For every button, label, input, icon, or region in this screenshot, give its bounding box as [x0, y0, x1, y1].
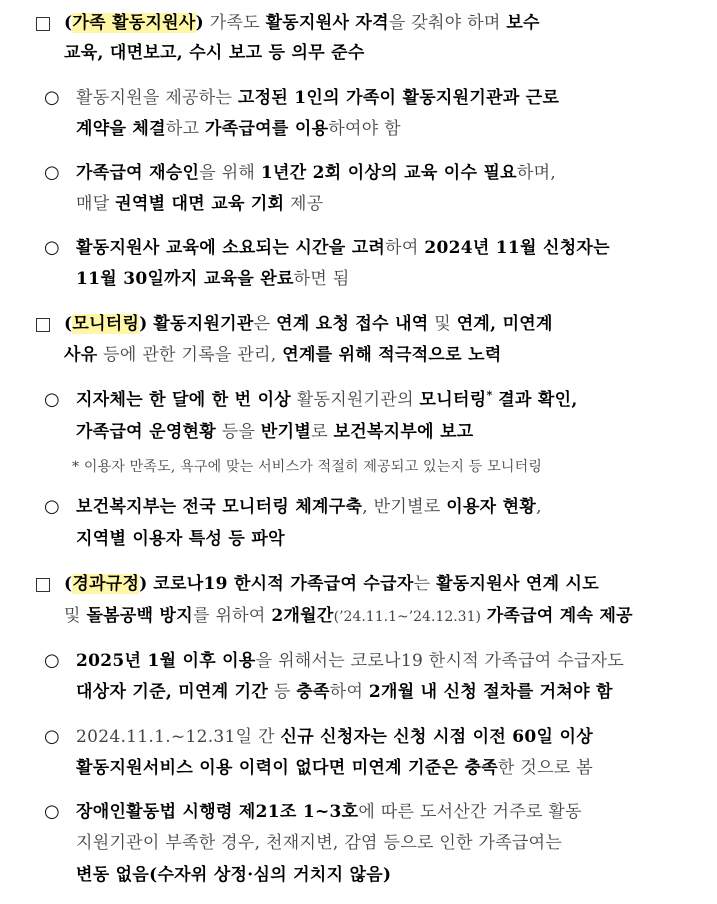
text-run: 연계 요청 접수 내역: [276, 314, 429, 334]
item-1-2-line-2: [76, 193, 324, 215]
text-run: 연계, 미연계: [456, 314, 553, 334]
bullet-marker: ○: [44, 237, 60, 258]
text-run: 2개월간: [271, 606, 334, 626]
text-run: 로: [311, 422, 328, 442]
item-3-3-line-2: 지원기관이 부족한 경우, 천재지변, 감염 등으로 인한 가족급여는: [76, 833, 563, 853]
text-run: 가족도: [209, 13, 260, 33]
text-run: ): [139, 574, 148, 594]
item-3-2-line-2: [76, 757, 593, 779]
section-1-line-2: 교육, 대면보고, 수시 보고 등 의무 준수: [64, 43, 365, 63]
text-run: 활동지원기관: [153, 314, 254, 334]
text-run: ): [139, 314, 148, 334]
text-run: 계약을 체결: [76, 119, 166, 139]
text-run: 을 위해서는 코로나19 한시적 가족급여 수급자도: [255, 651, 625, 671]
text-run: 가족급여를 이용: [205, 119, 329, 139]
text-run: 보건복지부에 보고: [333, 422, 474, 442]
text-run: 지자체는 한 달에 한 번 이상: [76, 390, 292, 410]
text-run: ,: [536, 497, 542, 517]
text-run: 보수: [506, 13, 540, 33]
section-3-line-1: [64, 573, 599, 595]
text-run: 제공: [290, 194, 324, 214]
section-3-line-2: [64, 605, 633, 628]
text-run: 가족급여 운영현황: [76, 422, 216, 442]
item-1-3-line-2: [76, 268, 350, 290]
text-run: 등에 관한 기록을 관리,: [103, 345, 277, 365]
bullet-marker: ○: [44, 162, 60, 183]
text-run: 활동지원기관의: [296, 390, 414, 410]
bullet-marker: ○: [44, 87, 60, 108]
bullet-marker: ○: [44, 389, 60, 410]
text-run: 활동지원을 제공하는: [76, 88, 233, 108]
text-run: (: [64, 13, 73, 33]
text-run: 대상자 기준, 미연계 기간: [76, 682, 269, 702]
text-run: 활동지원사 자격: [265, 13, 389, 33]
text-run: 은: [253, 314, 271, 334]
text-run: 을 위해: [199, 163, 256, 183]
text-run: 활동지원서비스 이용 이력이 없다면 미연계 기준은 충족: [76, 758, 498, 778]
item-2-2-line-2: 지역별 이용자 특성 등 파악: [76, 529, 285, 549]
text-run: 2024.11.1.~12.31일 간: [76, 727, 275, 747]
text-run: 이용자 현황: [446, 497, 537, 517]
text-run: 1년간 2회 이상의 교육 이수 필요: [260, 163, 517, 183]
text-run: 및: [434, 314, 451, 334]
text-run: 가족급여 재승인: [76, 163, 200, 183]
section-1-tag: 가족 활동지원사: [72, 13, 196, 33]
text-run: 충족: [296, 682, 330, 702]
item-1-2-line-1: [76, 162, 556, 184]
item-2-1-line-1: [76, 389, 578, 411]
text-run: 하여: [385, 238, 419, 258]
checkbox-marker: [36, 318, 50, 332]
text-run: 모니터링: [419, 390, 487, 410]
item-2-1-line-2: [76, 421, 474, 443]
item-3-1-line-2: [76, 681, 613, 703]
item-1-1-line-2: [76, 118, 401, 140]
text-run: 반기별: [260, 422, 312, 442]
item-3-1-line-1: [76, 650, 624, 672]
text-run: 등을: [221, 422, 256, 442]
text-run: 을 갖춰야 하며: [388, 13, 501, 33]
text-run: ): [195, 13, 204, 33]
checkbox-marker: [36, 17, 50, 31]
text-run: 등: [273, 682, 291, 702]
item-2-2-line-1: [76, 496, 542, 518]
footnote: * 이용자 만족도, 욕구에 맞는 서비스가 적절히 제공되고 있는지 등 모니터링: [72, 459, 543, 475]
text-run: 11월 30일까지 교육을 완료: [76, 269, 294, 289]
item-3-2-line-1: [76, 726, 593, 748]
text-run: 매달: [76, 194, 110, 214]
text-run: 장애인활동법 시행령 제21조 1~3호: [76, 802, 359, 822]
item-1-1-line-1: [76, 87, 559, 109]
section-2-tag: 모니터링: [72, 314, 140, 334]
text-run: 하고: [165, 119, 200, 139]
text-run: *: [486, 388, 493, 402]
bullet-marker: ○: [44, 496, 60, 517]
text-run: (: [64, 574, 73, 594]
text-run: 사유: [64, 345, 98, 365]
text-run: 활동지원사 교육에 소요되는 시간을 고려: [76, 238, 386, 258]
text-run: 고정된 1인의 가족이 활동지원기관과 근로: [237, 88, 560, 108]
text-run: (’24.11.1~’24.12.31): [333, 609, 481, 625]
text-run: 보건복지부는 전국 모니터링 체계구축: [76, 497, 363, 517]
text-run: 가족급여 계속 제공: [486, 606, 633, 626]
text-run: 권역별 대면 교육 기회: [115, 194, 285, 214]
text-run: 하며,: [516, 163, 557, 183]
text-run: 는: [413, 574, 431, 594]
section-2-line-1: [64, 313, 553, 335]
text-run: 코로나19 한시적 가족급여 수급자: [153, 574, 414, 594]
text-run: 에 따른 도서산간 거주로 활동: [358, 802, 582, 822]
text-run: 하면 됨: [293, 269, 350, 289]
text-run: 신규 신청자는 신청 시점 이전 60일 이상: [280, 727, 593, 747]
bullet-marker: ○: [44, 650, 60, 671]
text-run: 활동지원사 연계 시도: [436, 574, 599, 594]
text-run: 한 것으로 봄: [497, 758, 593, 778]
text-run: 돌봄공백 방지: [86, 606, 194, 626]
text-run: 를 위하여: [193, 606, 266, 626]
section-3-tag: 경과규정: [72, 574, 140, 594]
item-3-3-line-1: [76, 801, 582, 823]
section-2-line-2: [64, 344, 502, 366]
bullet-marker: ○: [44, 801, 60, 822]
text-run: 연계를 위해 적극적으로 노력: [282, 345, 502, 365]
text-run: 및: [64, 606, 81, 626]
text-run: 2024년 11월 신청자는: [424, 238, 610, 258]
item-1-3-line-1: [76, 237, 610, 259]
text-run: (: [64, 314, 73, 334]
text-run: 2개월 내 신청 절차를 거쳐야 함: [368, 682, 613, 702]
text-run: 2025년 1월 이후 이용: [76, 651, 256, 671]
text-run: 하여야 함: [328, 119, 401, 139]
item-3-3-line-3: 변동 없음(수자위 상정·심의 거치지 않음): [76, 865, 392, 885]
bullet-marker: ○: [44, 726, 60, 747]
text-run: 결과 확인,: [498, 390, 578, 410]
text-run: 하여: [329, 682, 364, 702]
text-run: , 반기별로: [362, 497, 441, 517]
checkbox-marker: [36, 578, 50, 592]
section-1-line-1: [64, 12, 540, 34]
